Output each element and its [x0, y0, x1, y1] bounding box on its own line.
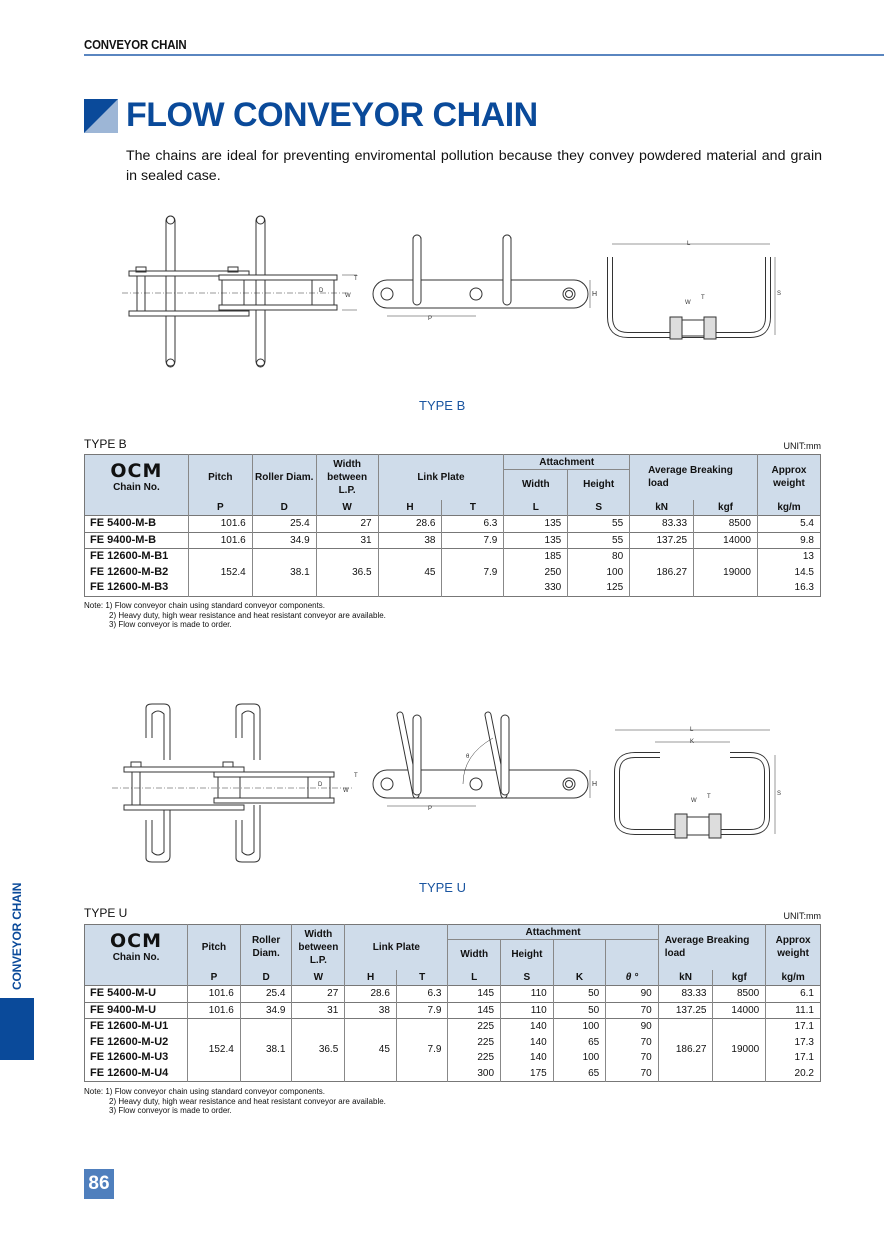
svg-text:W: W: [685, 300, 691, 306]
svg-text:S: S: [777, 291, 782, 297]
table-row: FE 12600-M-B2 250 100 14.5: [85, 565, 821, 581]
side-section-label: CONVEYOR CHAIN: [10, 882, 24, 990]
table-row: FE 12600-M-U3 225 140 100 70 17.1: [85, 1050, 821, 1066]
table-row: FE 12600-M-B3 330 125 16.3: [85, 580, 821, 596]
page-title-block: [84, 96, 538, 135]
svg-text:W: W: [691, 798, 697, 804]
type-b-side-view-diagram: [368, 230, 598, 325]
svg-text:W: W: [343, 788, 349, 794]
type-b-notes: Note: 1) Flow conveyor chain using standard conveyor components. 2) Heavy duty, high wear resistance and heat resistant conveyor are available. 3) Flow conveyor is made to order.: [84, 601, 386, 629]
svg-text:D: D: [318, 782, 323, 788]
table-row: FE 9400-M-U 101.6 34.9 31 38 7.9 145 110 50 70 137.25 14000 11.1: [85, 1002, 821, 1019]
svg-text:P: P: [428, 806, 433, 810]
page-header: [84, 36, 884, 54]
page-title: FLOW CONVEYOR CHAIN: [126, 96, 538, 134]
svg-text:T: T: [707, 794, 711, 800]
table-row: FE 12600-M-U4 300 175 65 70 20.2: [85, 1066, 821, 1082]
svg-text:P: P: [428, 316, 433, 322]
section-title: CONVEYOR CHAIN: [84, 37, 187, 52]
type-u-caption: TYPE U: [419, 880, 466, 895]
svg-text:K: K: [690, 739, 695, 745]
intro-paragraph: The chains are ideal for preventing enviromental pollution because they convey powdered material and grain in sealed case.: [126, 148, 822, 184]
type-u-spec-table: OCM Chain No. Pitch Roller Diam. Width between L.P. Link Plate Attachment Average Breaking load Approx weight Width Height P D W H T L S K θ ° kN kgf kg/m FE 5400-M-U 101.6 25.4 27 28.6 6.3 145 110 50 90 83.33 8500 6.1 FE 9400-M-U 101.6 34.9 31 38 7.9 145 110 50 70 137.25 14000 11.1 FE 12600-M-U1 152.4 38.1 36.5 45 7.9 225 140 100 90 186.27 19000 17.1 FE 12600-M-U2 225 140 65 70 17.3 FE 12600-M-U3 225 140 100 70 17.1 FE 12600-M-U4 300 175 65 70 20.2: [84, 924, 821, 1082]
table-row: FE 9400-M-B 101.6 34.9 31 38 7.9 135 55 137.25 14000 9.8: [85, 532, 821, 549]
table-row: FE 12600-M-U1 152.4 38.1 36.5 45 7.9 225 140 100 90 186.27 19000 17.1: [85, 1019, 821, 1035]
type-b-spec-table: OCM Chain No. Pitch Roller Diam. Width between L.P. Link Plate Attachment Average Breaking load Approx weight Width Height P D W H T L S kN kgf kg/m FE 5400-M-B 101.6 25.4 27 28.6 6.3 135 55 83.33 8500 5.4 FE 9400-M-B 101.6 34.9 31 38 7.9 135 55 137.25 14000 9.8 FE 12600-M-B1 152.4 38.1 36.5 45 7.9 185 80 186.27 19000 13 FE 12600-M-B2 250 100 14.5 FE 12600-M-B3 330 125 16.3: [84, 454, 821, 597]
svg-text:T: T: [701, 295, 705, 301]
dim-w-label: W: [345, 293, 351, 299]
svg-text:L: L: [690, 727, 694, 733]
table-row: FE 12600-M-B1 152.4 38.1 36.5 45 7.9 185 80 186.27 19000 13: [85, 549, 821, 565]
svg-text:H: H: [592, 291, 598, 298]
type-b-top-view-diagram: [122, 208, 367, 383]
type-u-notes: Note: 1) Flow conveyor chain using standard conveyor components. 2) Heavy duty, high wear resistance and heat resistant conveyor are available. 3) Flow conveyor is made to order.: [84, 1087, 386, 1115]
chain-no-header: OCM Chain No.: [85, 455, 189, 500]
type-b-unit: UNIT:mm: [783, 441, 821, 451]
table-row: FE 5400-M-U 101.6 25.4 27 28.6 6.3 145 110 50 90 83.33 8500 6.1: [85, 986, 821, 1003]
type-u-top-view-diagram: [112, 700, 367, 865]
dim-d-label: D: [319, 288, 324, 294]
svg-text:θ: θ: [466, 754, 470, 760]
svg-text:L: L: [687, 241, 691, 247]
side-tab-marker: [0, 998, 34, 1060]
type-u-side-view-diagram: [368, 710, 598, 810]
header-rule: [84, 54, 884, 56]
type-u-unit: UNIT:mm: [783, 911, 821, 921]
type-u-front-view-diagram: [605, 722, 790, 842]
chain-no-header: OCM Chain No.: [85, 925, 188, 970]
dim-t-label: T: [354, 276, 358, 282]
svg-text:T: T: [354, 773, 358, 779]
type-b-caption: TYPE B: [419, 398, 466, 413]
page-number: 86: [84, 1169, 114, 1199]
svg-text:S: S: [777, 791, 782, 797]
type-b-table-label: TYPE B: [84, 437, 127, 451]
type-u-table-label: TYPE U: [84, 906, 128, 920]
svg-text:H: H: [592, 781, 598, 788]
table-row: FE 12600-M-U2 225 140 65 70 17.3: [85, 1035, 821, 1051]
table-row: FE 5400-M-B 101.6 25.4 27 28.6 6.3 135 55 83.33 8500 5.4: [85, 516, 821, 533]
type-b-front-view-diagram: [600, 232, 790, 342]
title-mark-icon: [84, 99, 118, 133]
